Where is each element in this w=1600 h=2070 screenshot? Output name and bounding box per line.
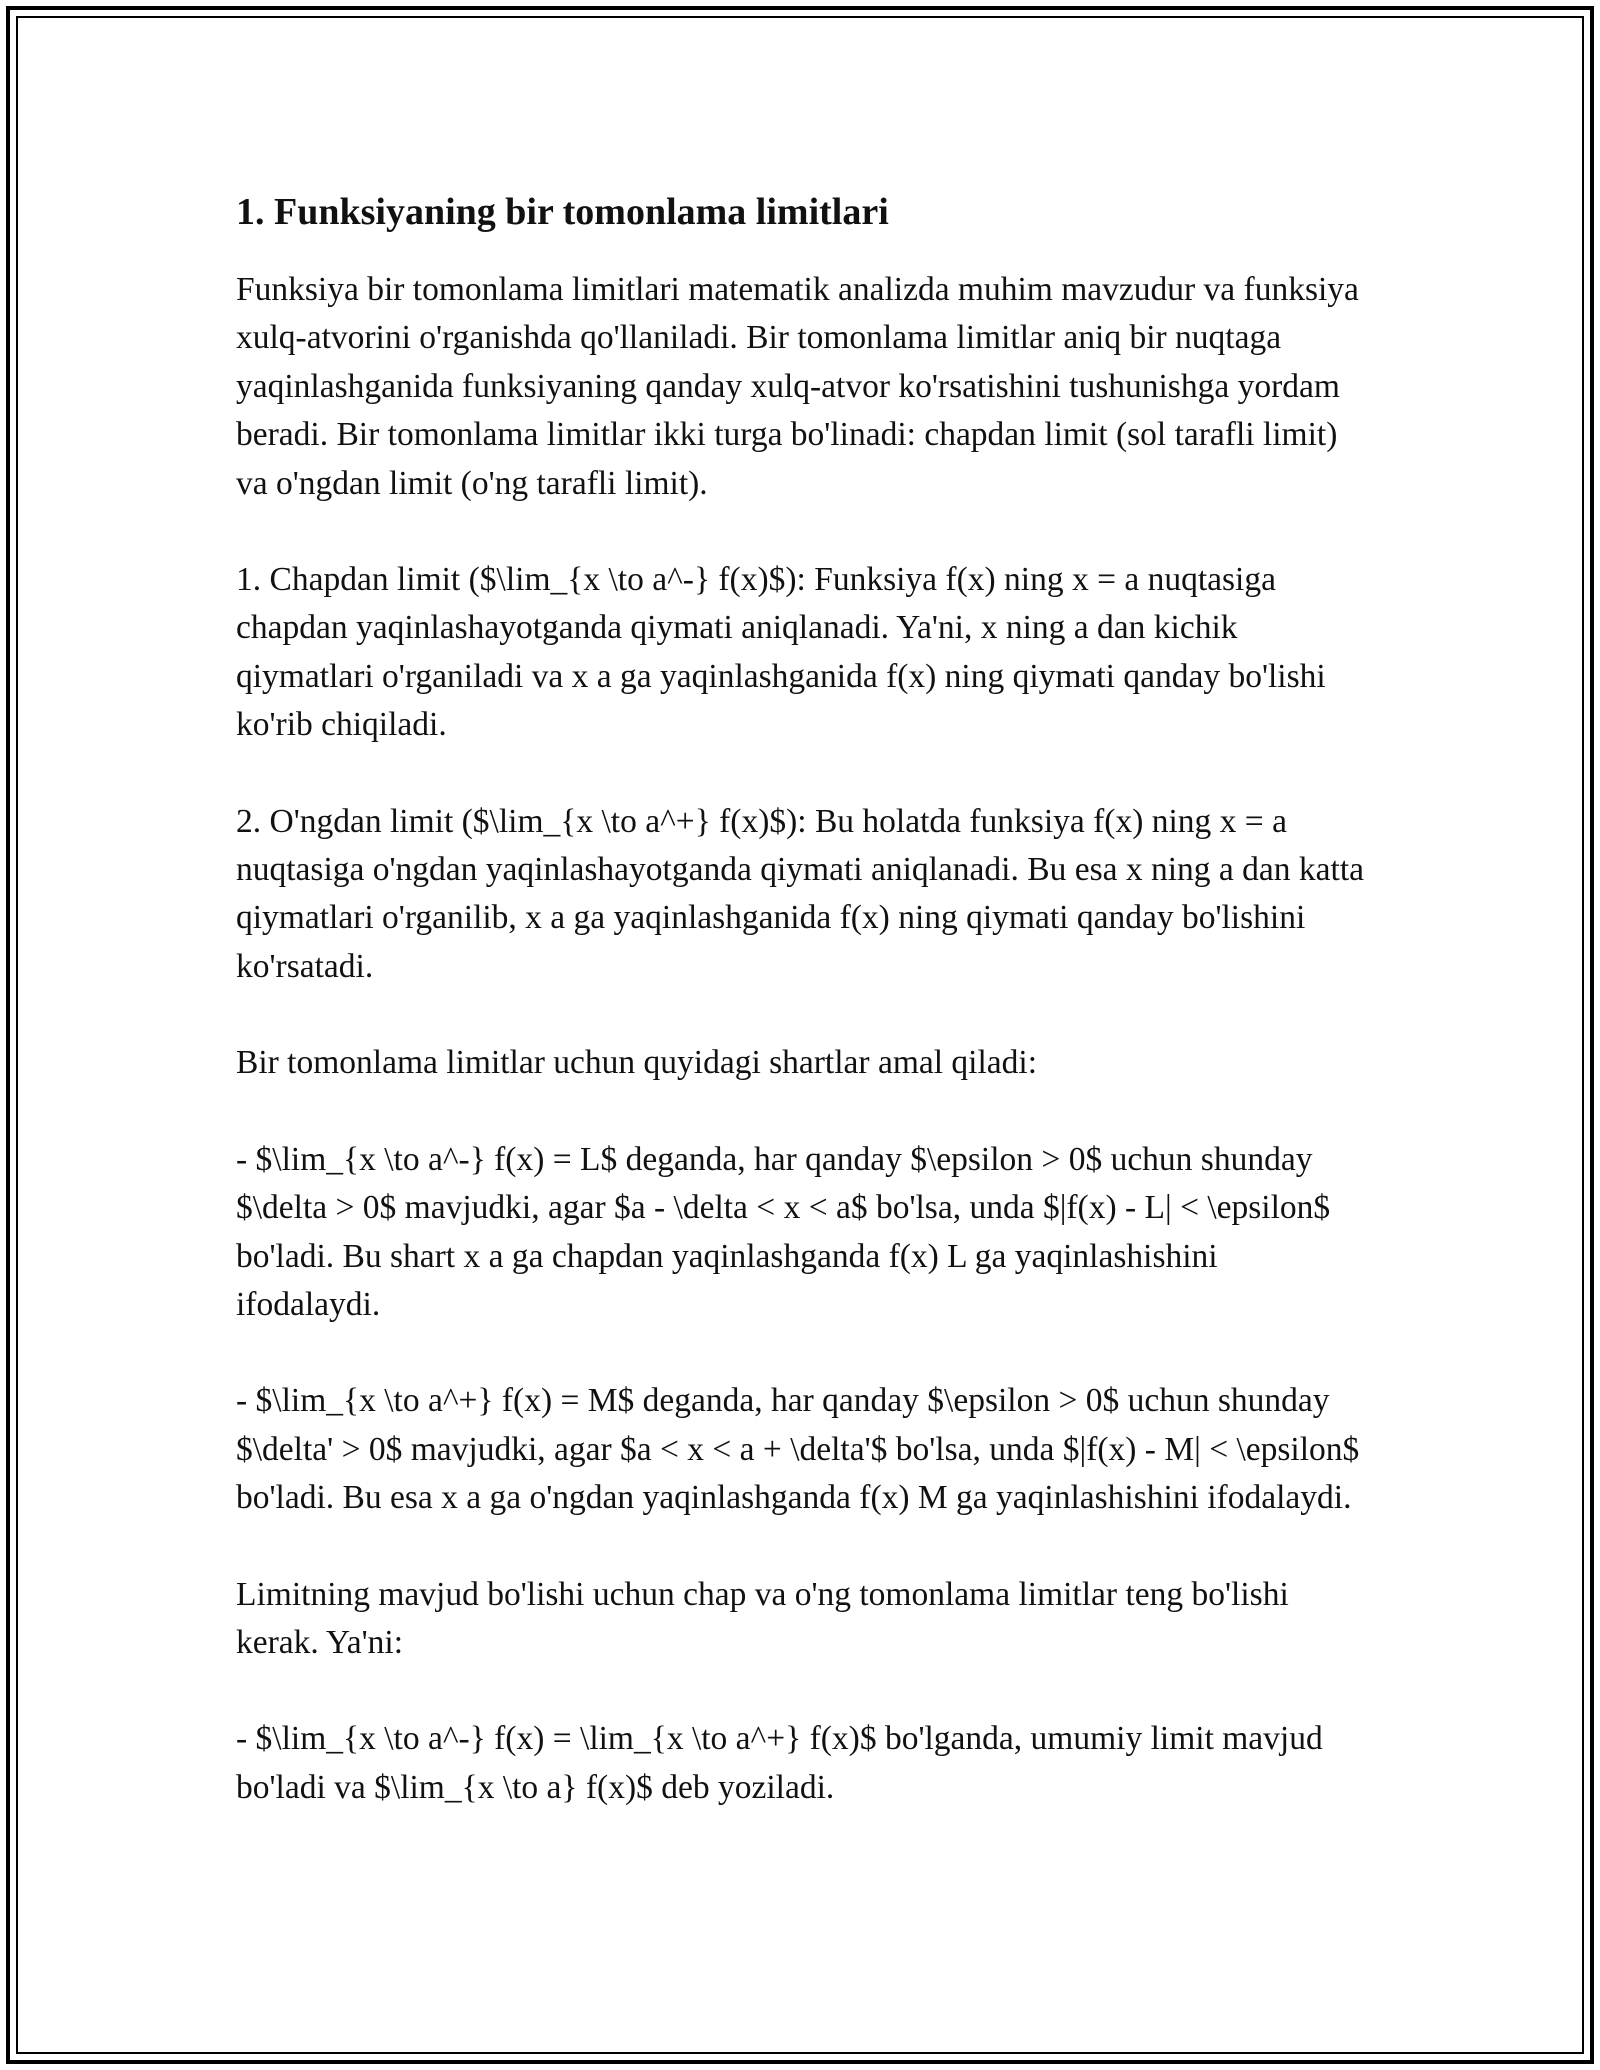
existence-condition-paragraph: Limitning mavjud bo'lishi uchun chap va o'ng tomonlama limitlar teng bo'lishi kerak. Ya'ni: [236, 1575, 1289, 1661]
right-limit-paragraph: 2. O'ngdan limit ($\lim_{x \to a^+} f(x)$): Bu holatda funksiya f(x) ning x = a nuqtasiga o'ngdan yaqinlashayotganda qiymati aniqlanadi. Bu esa x ning a dan katta qiymatlari o'rganilib, x a ga yaqinlashganida f(x) ning qiymati qanday bo'lishini ko'rsatadi. [236, 802, 1364, 985]
intro-paragraph: Funksiya bir tomonlama limitlari matematik analizda muhim mavzudur va funksiya xulq-atvorini o'rganishda qo'llaniladi. Bir tomonlama limitlar aniq bir nuqtaga yaqinlashganida funksiyaning qanday xulq-atvor ko'rsatishini tushunishga yordam beradi. Bir tomonlama limitlar ikki turga bo'linadi: chapdan limit (sol tarafli limit) va o'ngdan limit (o'ng tarafli limit). [236, 271, 1359, 502]
document-body [236, 184, 1366, 1860]
right-limit-definition-paragraph: - $\lim_{x \to a^+} f(x) = M$ deganda, har qanday $\epsilon > 0$ uchun shunday $\delta' > 0$ mavjudki, agar $a < x < a + \delta'$ bo'lsa, unda $|f(x) - M| < \epsilon$ bo'ladi. Bu esa x a ga o'ngdan yaqinlashganda f(x) M ga yaqinlashishini ifodalaydi. [236, 1382, 1360, 1517]
general-limit-paragraph: - $\lim_{x \to a^-} f(x) = \lim_{x \to a^+} f(x)$ bo'lganda, umumiy limit mavjud bo'ladi va $\lim_{x \to a} f(x)$ deb yoziladi. [236, 1720, 1323, 1806]
conditions-intro-paragraph: Bir tomonlama limitlar uchun quyidagi shartlar amal qiladi: [236, 1044, 1038, 1082]
section-heading: 1. Funksiyaning bir tomonlama limitlari [236, 191, 889, 233]
left-limit-paragraph: 1. Chapdan limit ($\lim_{x \to a^-} f(x)$): Funksiya f(x) ning x = a nuqtasiga chapdan yaqinlashayotganda qiymati aniqlanadi. Ya'ni, x ning a dan kichik qiymatlari o'rganiladi va x a ga yaqinlashganida f(x) ning qiymati qanday bo'lishi ko'rib chiqiladi. [236, 561, 1326, 744]
left-limit-definition-paragraph: - $\lim_{x \to a^-} f(x) = L$ deganda, har qanday $\epsilon > 0$ uchun shunday $\delta > 0$ mavjudki, agar $a - \delta < x < a$ bo'lsa, unda $|f(x) - L| < \epsilon$ bo'ladi. Bu shart x a ga chapdan yaqinlashganda f(x) L ga yaqinlashishini ifodalaydi. [236, 1140, 1331, 1323]
